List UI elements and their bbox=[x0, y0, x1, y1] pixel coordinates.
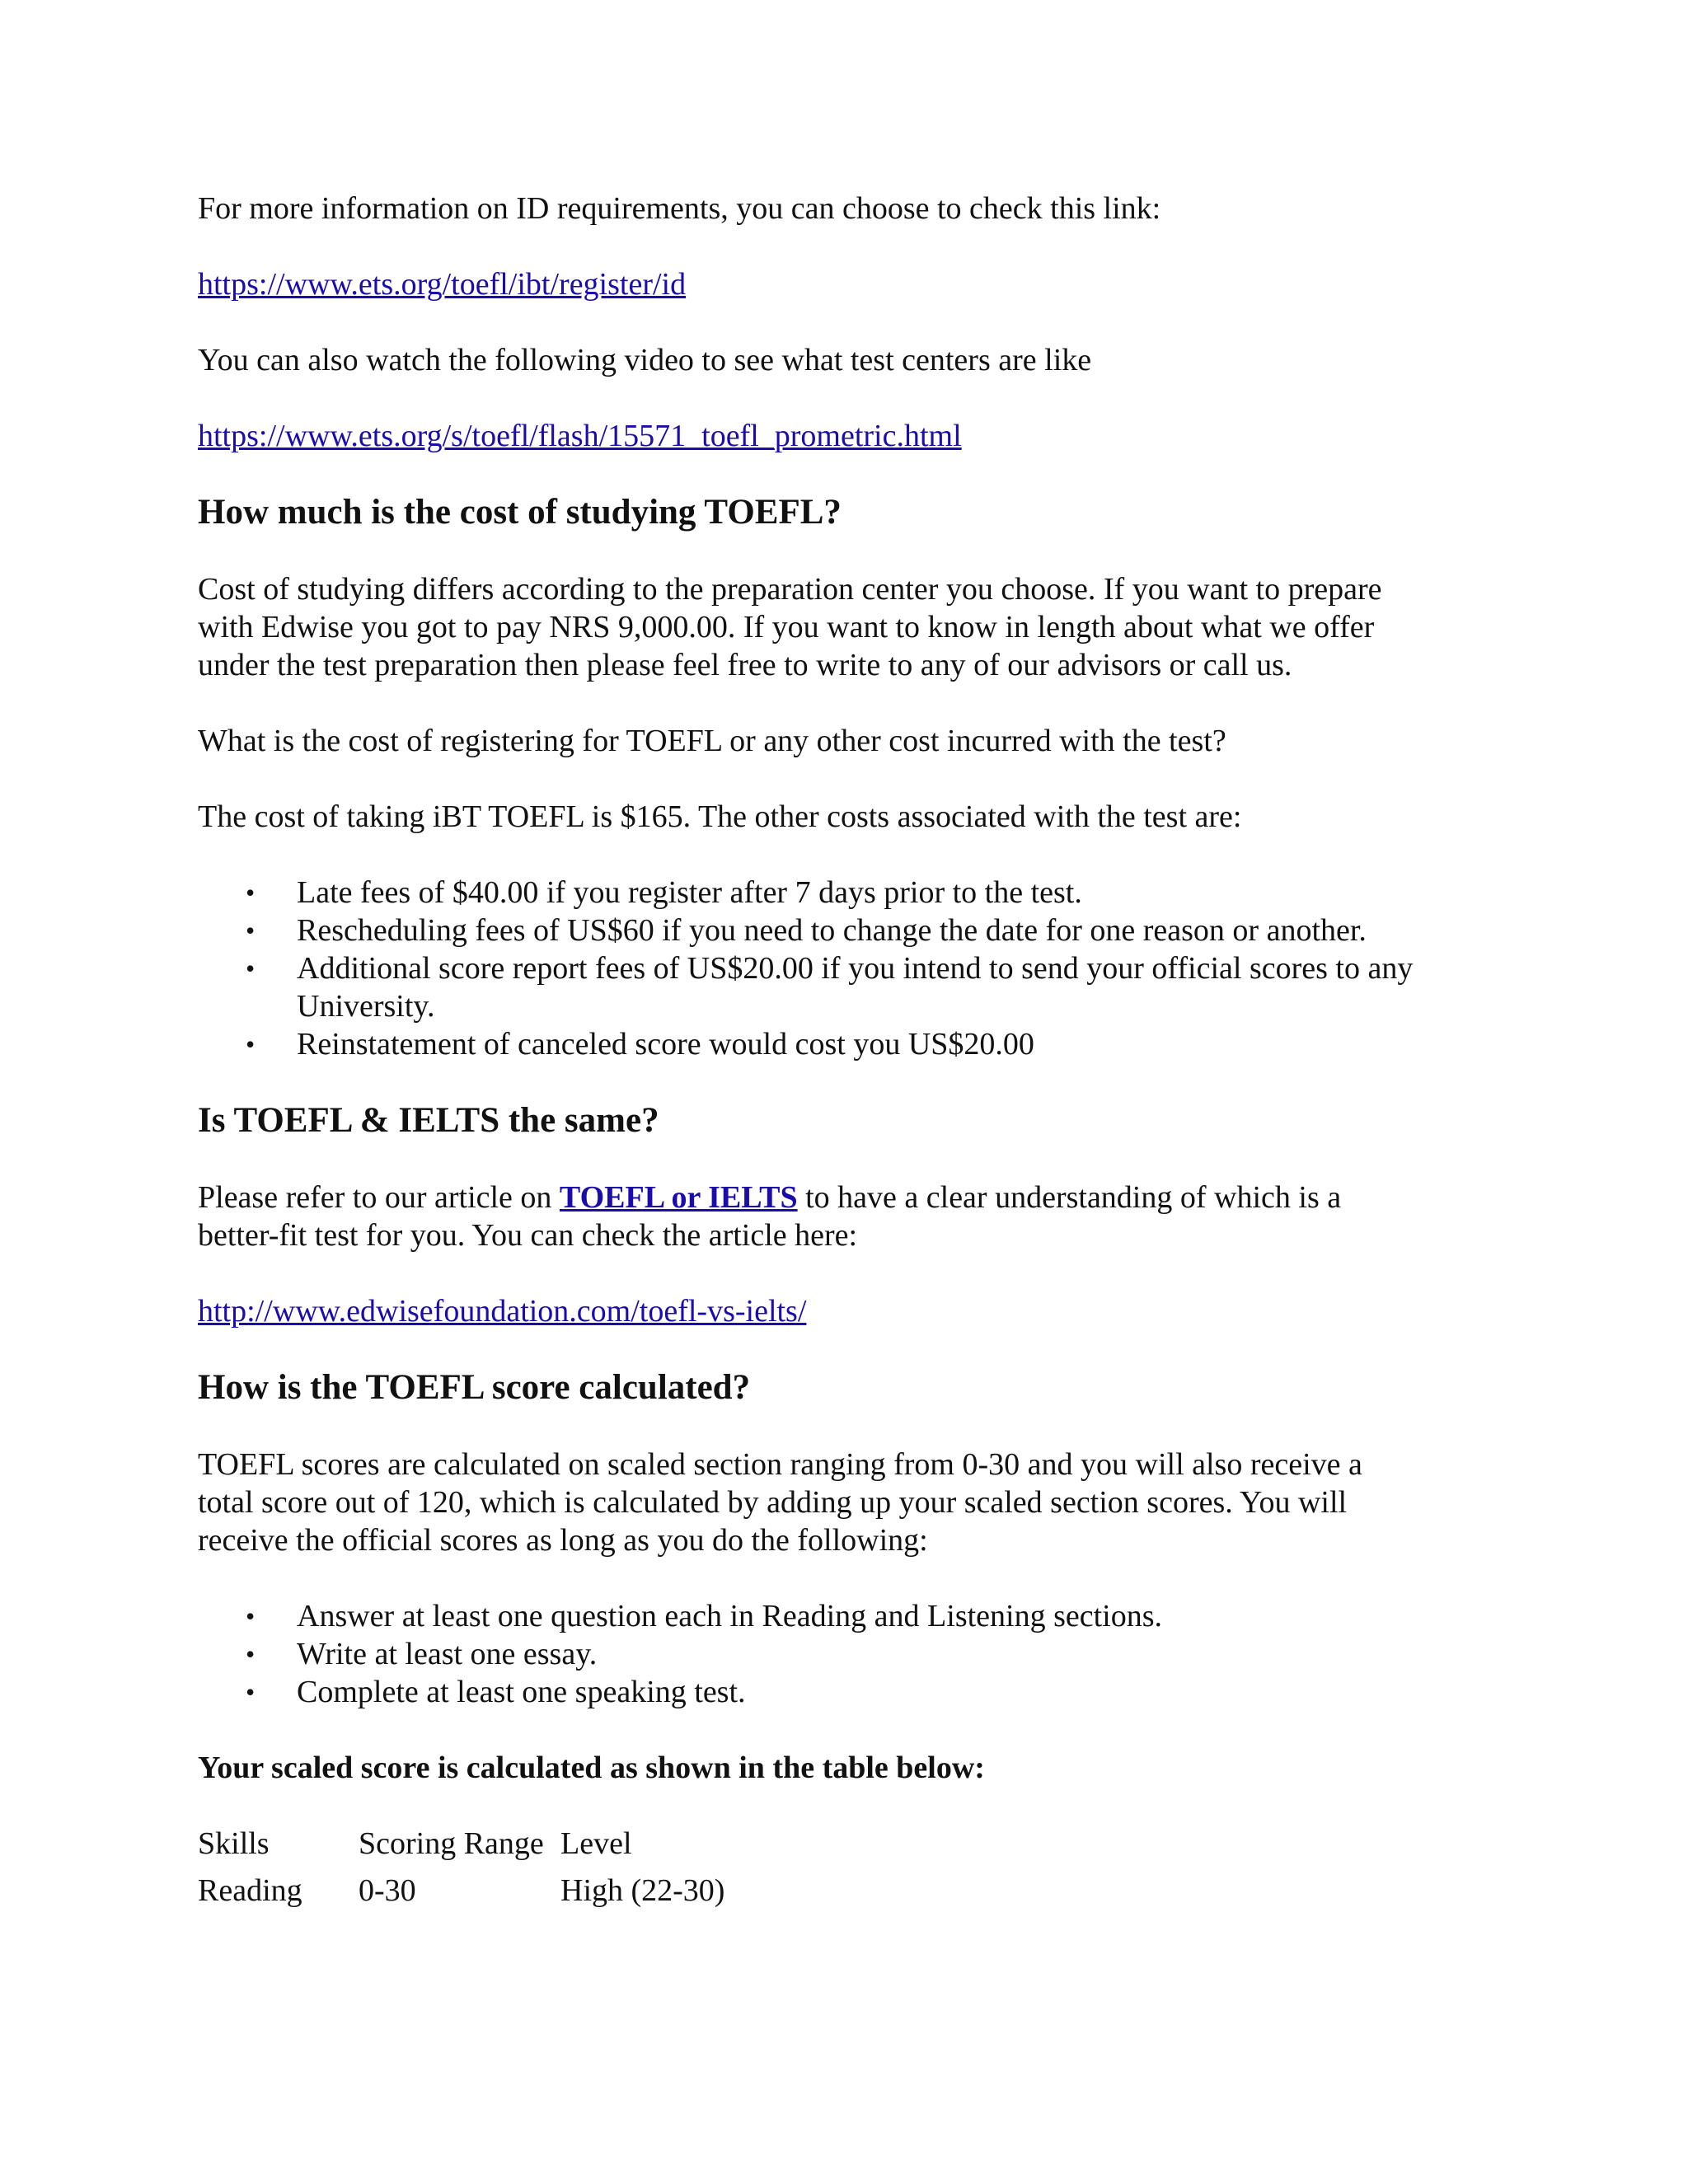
video-text: You can also watch the following video to see what test centers are like bbox=[198, 343, 1092, 377]
score-paragraph-line-1: TOEFL scores are calculated on scaled section ranging from 0-30 and you will also receive a bbox=[198, 1447, 1362, 1482]
list-item: • Rescheduling fees of US$60 if you need to change the date for one reason or another. bbox=[297, 912, 1500, 949]
table-cell: 0-30 bbox=[359, 1873, 416, 1908]
cost-bullet-list bbox=[198, 874, 1500, 1063]
score-paragraph-line-3: receive the official scores as long as you do the following: bbox=[198, 1523, 928, 1558]
table-cell: High (22-30) bbox=[560, 1873, 725, 1908]
table-header-cell: Level bbox=[560, 1826, 632, 1861]
id-requirements-link[interactable]: https://www.ets.org/toefl/ibt/register/id bbox=[198, 267, 687, 302]
table-cell: Reading bbox=[198, 1873, 302, 1908]
toefl-ielts-heading: Is TOEFL & IELTS the same? bbox=[198, 1101, 659, 1140]
cost-paragraph-line-1: Cost of studying differs according to the preparation center you choose. If you want to prepare bbox=[198, 572, 1382, 607]
list-item-continuation: University. bbox=[297, 989, 435, 1024]
table-row bbox=[198, 1872, 1500, 1919]
list-item: • Late fees of $40.00 if you register after 7 days prior to the test. bbox=[297, 874, 1500, 912]
toefl-or-ielts-link[interactable]: TOEFL or IELTS bbox=[559, 1180, 798, 1215]
score-table bbox=[198, 1825, 1500, 1919]
cost-paragraph-line-3: under the test preparation then please feel free to write to any of our advisors or call us. bbox=[198, 648, 1292, 682]
table-header-row bbox=[198, 1825, 1500, 1872]
score-paragraph-line-2: total score out of 120, which is calculated by adding up your scaled section scores. You will bbox=[198, 1485, 1348, 1520]
ibt-cost-text: The cost of taking iBT TOEFL is $165. The other costs associated with the test are: bbox=[198, 799, 1242, 834]
id-info-text: For more information on ID requirements, you can choose to check this link: bbox=[198, 191, 1161, 226]
toefl-ielts-paragraph-line-1: Please refer to our article on TOEFL or IELTS to have a clear understanding of which is a bbox=[198, 1180, 1342, 1215]
video-link[interactable]: https://www.ets.org/s/toefl/flash/15571_toefl_prometric.html bbox=[198, 419, 962, 453]
table-header-cell: Skills bbox=[198, 1826, 270, 1861]
list-item: • Reinstatement of canceled score would cost you US$20.00 bbox=[297, 1025, 1500, 1063]
table-intro: Your scaled score is calculated as shown in the table below: bbox=[198, 1750, 985, 1785]
article-link[interactable]: http://www.edwisefoundation.com/toefl-vs-ielts/ bbox=[198, 1294, 807, 1329]
registration-cost-question: What is the cost of registering for TOEFL or any other cost incurred with the test? bbox=[198, 724, 1226, 758]
list-item: • Complete at least one speaking test. bbox=[297, 1673, 1500, 1711]
toefl-ielts-paragraph-line-2: better-fit test for you. You can check the article here: bbox=[198, 1218, 858, 1253]
list-item: • Answer at least one question each in Reading and Listening sections. bbox=[297, 1597, 1500, 1635]
list-item: • Additional score report fees of US$20.00 if you intend to send your official scores to any bbox=[297, 949, 1500, 987]
score-heading: How is the TOEFL score calculated? bbox=[198, 1368, 751, 1407]
document-page bbox=[198, 190, 1500, 1919]
score-bullet-list bbox=[198, 1597, 1500, 1711]
list-item: • Write at least one essay. bbox=[297, 1635, 1500, 1673]
cost-heading: How much is the cost of studying TOEFL? bbox=[198, 493, 842, 532]
cost-paragraph-line-2: with Edwise you got to pay NRS 9,000.00. If you want to know in length about what we offer bbox=[198, 610, 1375, 644]
table-header-cell: Scoring Range bbox=[359, 1826, 544, 1861]
